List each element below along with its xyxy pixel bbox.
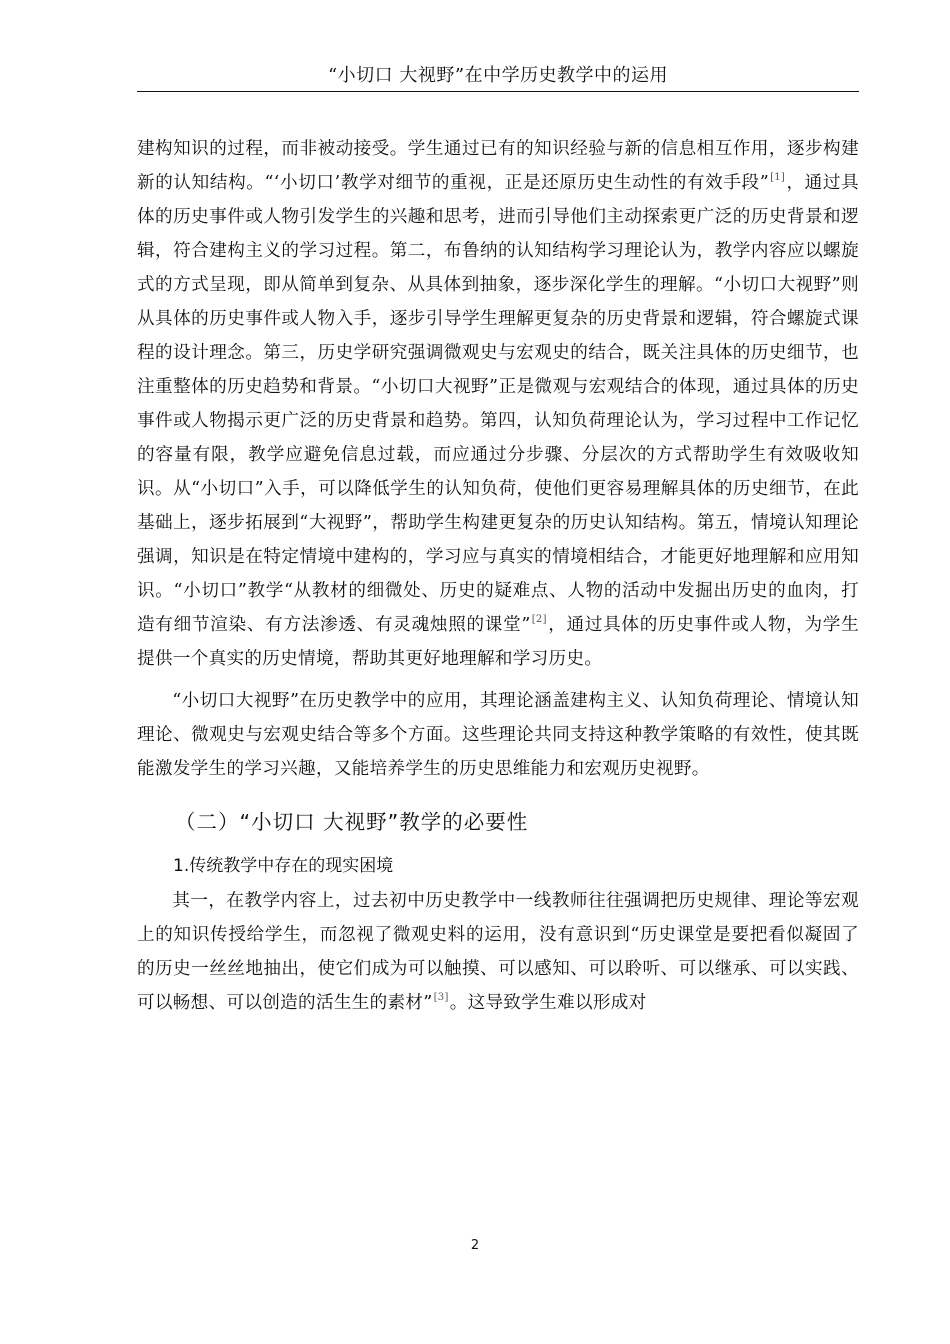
citation-ref-3[interactable]: [3] <box>433 992 449 1003</box>
paragraph-text: 其一，在教学内容上，过去初中历史教学中一线教师往往强调把历史规律、理论等宏观上的知识传授给学生，而忽视了微观史料的运用，没有意识到“历史课堂是要把看似凝固了的历史一丝丝地抽出，使它们成为可以触摸、可以感知、可以聆听、可以继承、可以实践、可以畅想、可以创造的活生生的素材” <box>137 891 859 1013</box>
page-number: 2 <box>470 1238 480 1253</box>
section-heading: （二）“小切口 大视野”教学的必要性 <box>175 810 529 834</box>
citation-ref-2[interactable]: [2] <box>531 614 547 625</box>
paragraph-text: 建构知识的过程，而非被动接受。学生通过已有的知识经验与新的信息相互作用，逐步构建新的认知结构。“‘小切口’教学对细节的重视，正是还原历史生动性的有效手段” <box>137 139 859 193</box>
paragraph-summary: “小切口大视野”在历史教学中的应用，其理论涵盖建构主义、认知负荷理论、情境认知理论、微观史与宏观史结合等多个方面。这些理论共同支持这种教学策略的有效性，使其既能激发学生的学习兴趣，又能培养学生的历史思维能力和宏观历史视野。 <box>137 691 859 779</box>
paragraph-text: ，通过具体的历史事件或人物，为学生提供一个真实的历史情境，帮助其更好地理解和学习历史。 <box>137 615 859 669</box>
header-divider <box>137 91 859 92</box>
body-text <box>137 132 859 1020</box>
paragraph-traditional-teaching <box>137 884 859 1020</box>
subsection-heading: 1.传统教学中存在的现实困境 <box>173 856 394 876</box>
paragraph-theory-basis <box>137 132 859 676</box>
running-header: “小切口 大视野”在中学历史教学中的运用 <box>327 65 669 86</box>
paragraph-text: 。这导致学生难以形成对 <box>449 993 647 1013</box>
citation-ref-1[interactable]: [1] <box>770 172 786 183</box>
paragraph-text: ，通过具体的历史事件或人物引发学生的兴趣和思考，进而引导他们主动探索更广泛的历史背景和逻辑，符合建构主义的学习过程。第二，布鲁纳的认知结构学习理论认为，教学内容应以螺旋式的方式呈现，即从简单到复杂、从具体到抽象，逐步深化学生的理解。“小切口大视野”则从具体的历史事件或人物入手，逐步引导学生理解更复杂的历史背景和逻辑，符合螺旋式课程的设计理念。第三，历史学研究强调微观史与宏观史的结合，既关注具体的历史细节，也注重整体的历史趋势和背景。“小切口大视野”正是微观与宏观结合的体现，通过具体的历史事件或人物揭示更广泛的历史背景和趋势。第四，认知负荷理论认为，学习过程中工作记忆的容量有限，教学应避免信息过载，而应通过分步骤、分层次的方式帮助学生有效吸收知识。从“小切口”入手，可以降低学生的认知负荷，使他们更容易理解具体的历史细节，在此基础上，逐步拓展到“大视野”，帮助学生构建更复杂的历史认知结构。第五，情境认知理论强调，知识是在特定情境中建构的，学习应与真实的情境相结合，才能更好地理解和应用知识。“小切口”教学“从教材的细微处、历史的疑难点、人物的活动中发掘出历史的血肉，打造有细节渲染、有方法渗透、有灵魂烛照的课堂” <box>137 173 859 635</box>
